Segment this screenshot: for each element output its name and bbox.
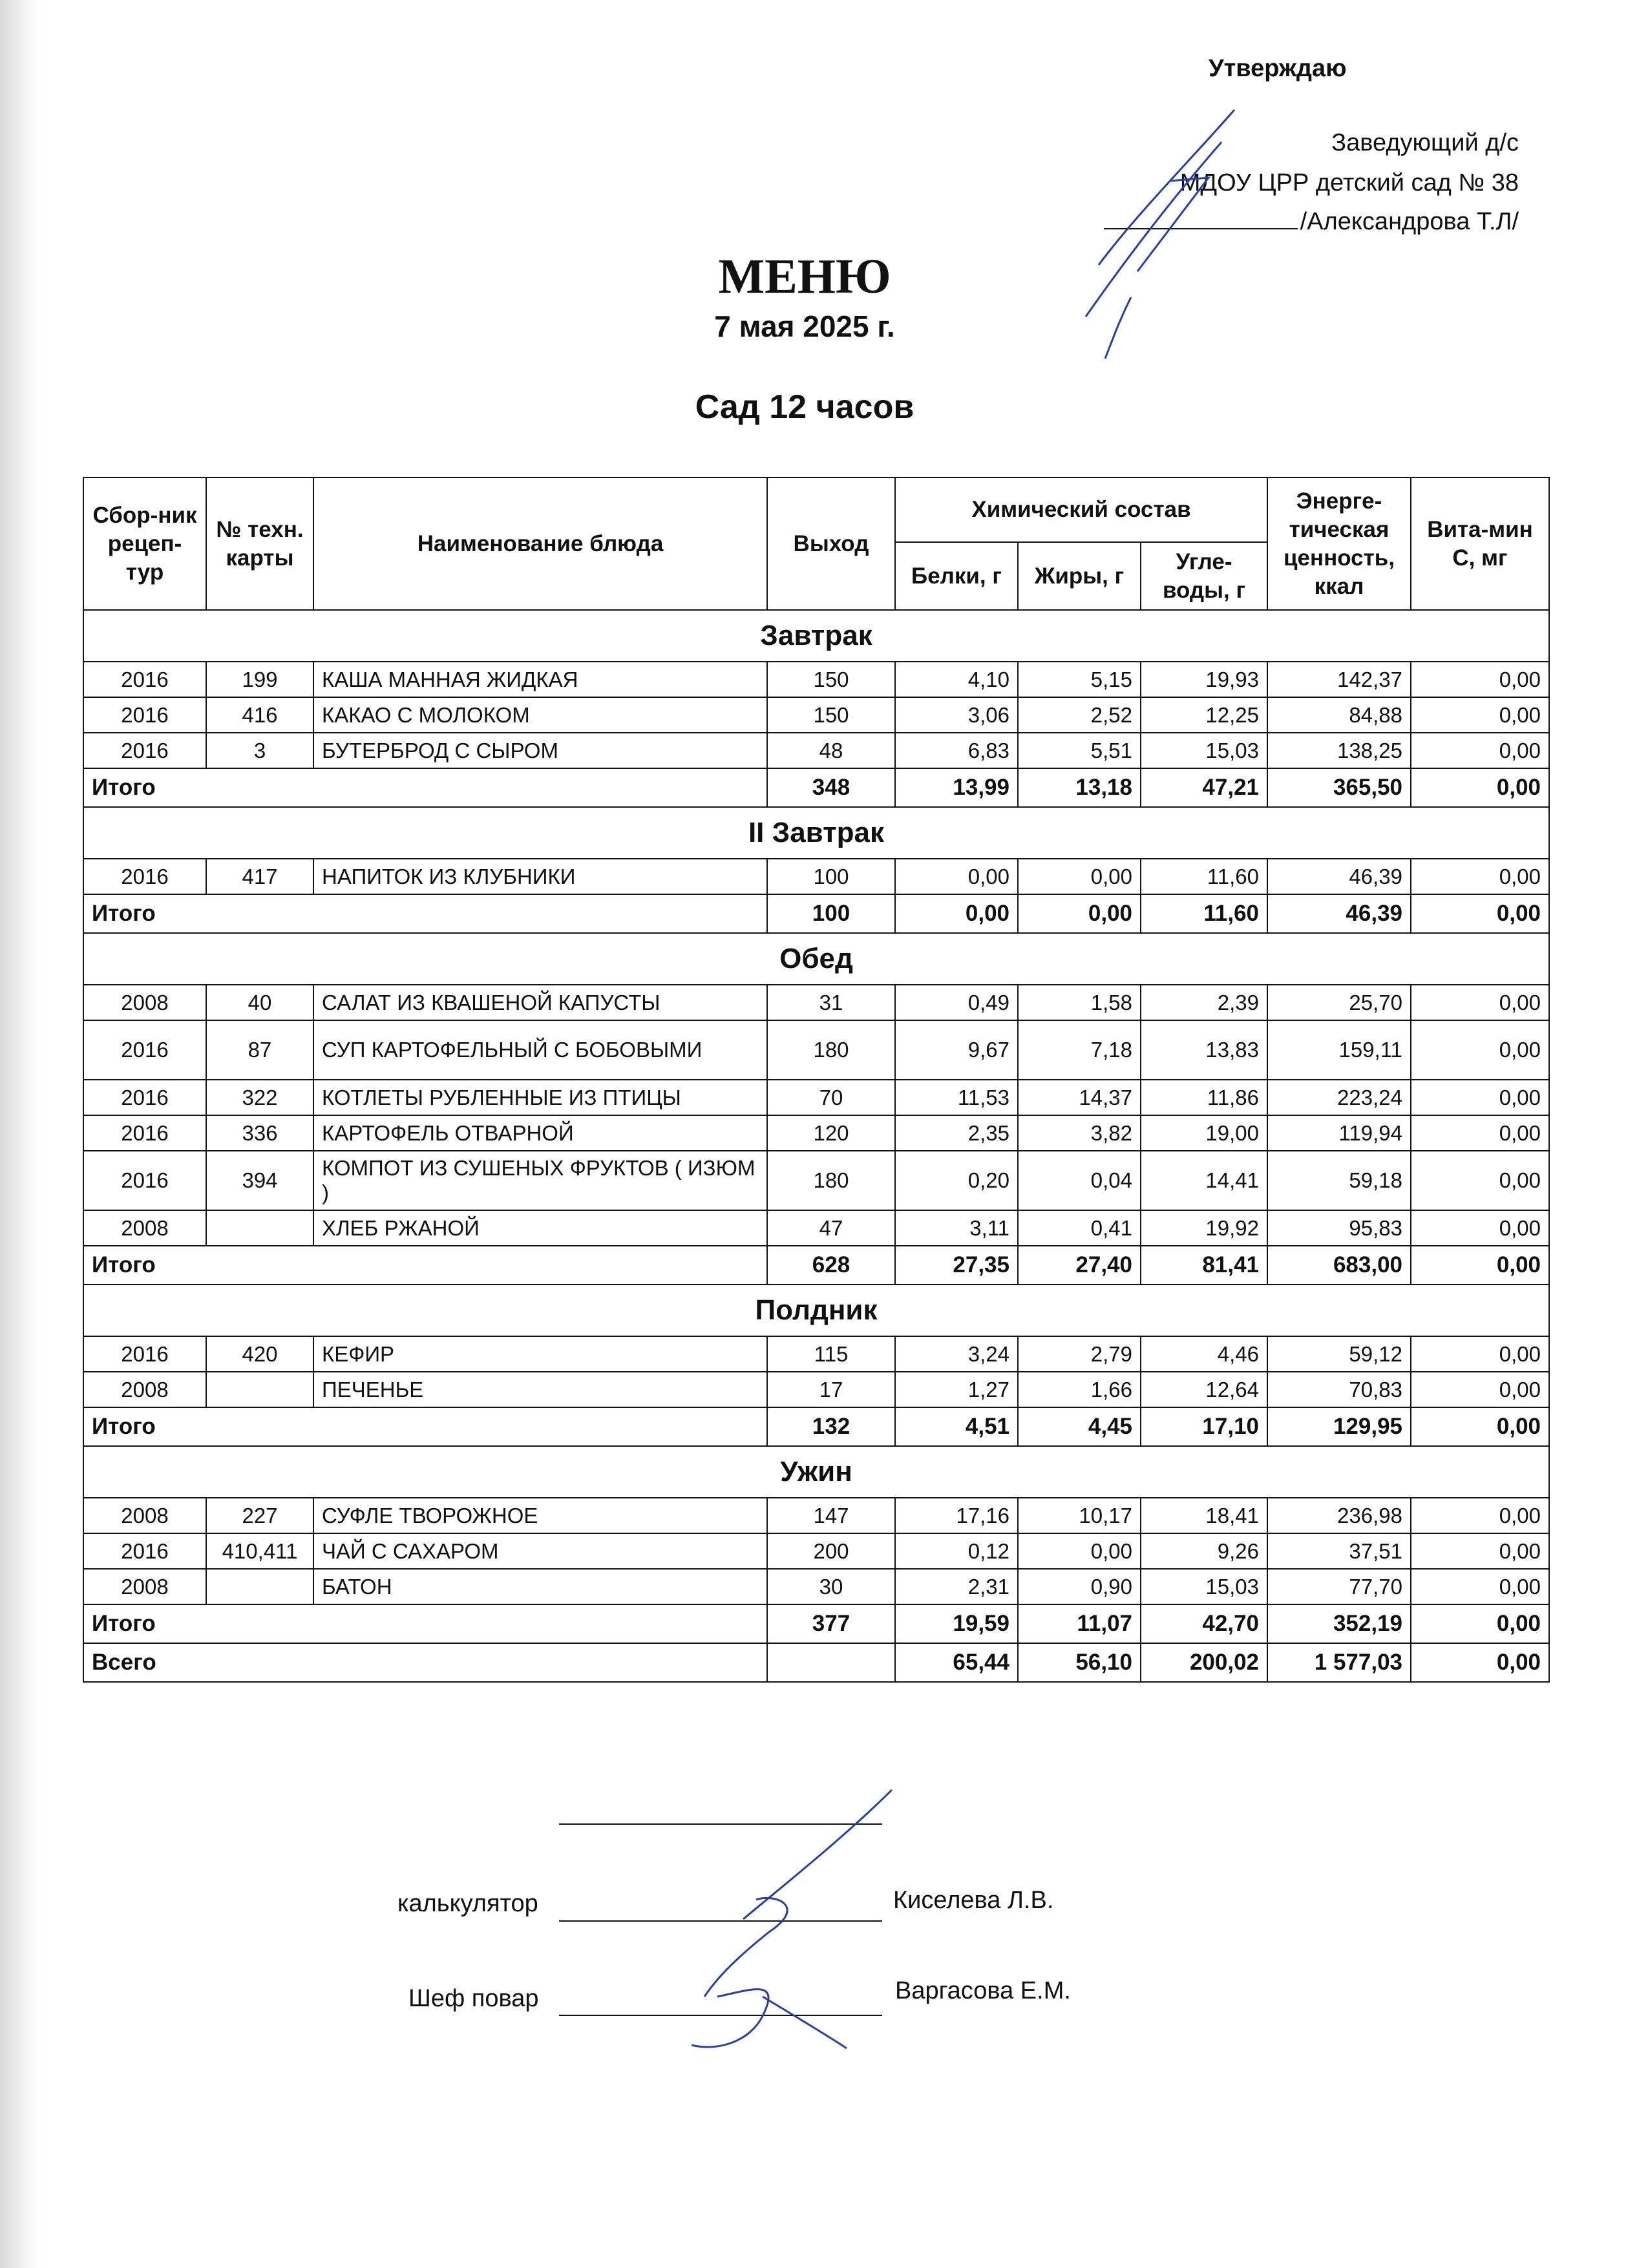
cell-energy: 95,83 bbox=[1267, 1210, 1411, 1246]
cell-dish: БУТЕРБРОД С СЫРОМ bbox=[313, 733, 767, 768]
cell-energy: 223,24 bbox=[1267, 1080, 1411, 1115]
cell-energy: 70,83 bbox=[1267, 1372, 1411, 1407]
cell-dish: КОТЛЕТЫ РУБЛЕННЫЕ ИЗ ПТИЦЫ bbox=[313, 1080, 767, 1115]
cell-protein: 3,06 bbox=[895, 697, 1018, 733]
cell-energy: 77,70 bbox=[1267, 1569, 1411, 1604]
dish-row bbox=[83, 1498, 1549, 1533]
approval-signatory: /Александрова Т.Л/ bbox=[1300, 208, 1519, 235]
total-row bbox=[83, 894, 1549, 933]
cell-yield: 180 bbox=[767, 1020, 895, 1080]
header-dish: Наименование блюда bbox=[313, 478, 767, 610]
total-row bbox=[83, 768, 1549, 807]
cell-protein: 0,49 bbox=[895, 985, 1018, 1020]
cell-energy: 25,70 bbox=[1267, 985, 1411, 1020]
total-fat: 0,00 bbox=[1018, 894, 1141, 933]
total-fat: 13,18 bbox=[1018, 768, 1141, 807]
cell-collection: 2008 bbox=[83, 1210, 206, 1246]
cell-protein: 1,27 bbox=[895, 1372, 1018, 1407]
cell-carbs: 12,64 bbox=[1141, 1372, 1267, 1407]
cell-protein: 0,12 bbox=[895, 1533, 1018, 1569]
cell-card: 336 bbox=[206, 1115, 313, 1151]
total-carbs: 47,21 bbox=[1141, 768, 1267, 807]
total-yield: 348 bbox=[767, 768, 895, 807]
cell-card bbox=[206, 1569, 313, 1604]
cell-vitamin: 0,00 bbox=[1411, 1210, 1549, 1246]
cell-protein: 3,11 bbox=[895, 1210, 1018, 1246]
total-row bbox=[83, 1246, 1549, 1285]
cell-fat: 5,51 bbox=[1018, 733, 1141, 768]
total-label: Итого bbox=[83, 1407, 767, 1446]
cell-fat: 5,15 bbox=[1018, 662, 1141, 697]
cell-collection: 2016 bbox=[83, 1151, 206, 1210]
approval-organization: МДОУ ЦРР детский сад № 38 bbox=[1179, 169, 1519, 196]
cell-dish: СУФЛЕ ТВОРОЖНОЕ bbox=[313, 1498, 767, 1533]
total-protein: 13,99 bbox=[895, 768, 1018, 807]
cell-carbs: 15,03 bbox=[1141, 733, 1267, 768]
cell-yield: 180 bbox=[767, 1151, 895, 1210]
dish-row bbox=[83, 1210, 1549, 1246]
header-protein: Белки, г bbox=[895, 542, 1018, 610]
grand-total-row bbox=[83, 1643, 1549, 1682]
cell-yield: 100 bbox=[767, 859, 895, 894]
cell-fat: 0,00 bbox=[1018, 859, 1141, 894]
total-energy: 129,95 bbox=[1267, 1407, 1411, 1446]
menu-table bbox=[83, 477, 1550, 1683]
cell-dish: САЛАТ ИЗ КВАШЕНОЙ КАПУСТЫ bbox=[313, 985, 767, 1020]
dish-row bbox=[83, 985, 1549, 1020]
cell-card: 40 bbox=[206, 985, 313, 1020]
cell-dish: КАША МАННАЯ ЖИДКАЯ bbox=[313, 662, 767, 697]
total-protein: 27,35 bbox=[895, 1246, 1018, 1285]
menu-title: МЕНЮ bbox=[718, 249, 891, 304]
approval-position: Заведующий д/с bbox=[1331, 129, 1519, 156]
cell-protein: 4,10 bbox=[895, 662, 1018, 697]
cell-dish: БАТОН bbox=[313, 1569, 767, 1604]
grand-total-carbs: 200,02 bbox=[1141, 1643, 1267, 1682]
cell-yield: 31 bbox=[767, 985, 895, 1020]
dish-row bbox=[83, 1372, 1549, 1407]
cell-dish: ХЛЕБ РЖАНОЙ bbox=[313, 1210, 767, 1246]
cell-dish: КАРТОФЕЛЬ ОТВАРНОЙ bbox=[313, 1115, 767, 1151]
total-yield: 628 bbox=[767, 1246, 895, 1285]
cell-collection: 2008 bbox=[83, 1498, 206, 1533]
cell-dish: НАПИТОК ИЗ КЛУБНИКИ bbox=[313, 859, 767, 894]
approval-title: Утверждаю bbox=[1209, 55, 1347, 82]
cell-energy: 138,25 bbox=[1267, 733, 1411, 768]
grand-total-fat: 56,10 bbox=[1018, 1643, 1141, 1682]
dish-row bbox=[83, 1533, 1549, 1569]
cell-vitamin: 0,00 bbox=[1411, 859, 1549, 894]
total-vitamin: 0,00 bbox=[1411, 1246, 1549, 1285]
cell-carbs: 19,00 bbox=[1141, 1115, 1267, 1151]
cell-dish: СУП КАРТОФЕЛЬНЫЙ С БОБОВЫМИ bbox=[313, 1020, 767, 1080]
cell-card: 322 bbox=[206, 1080, 313, 1115]
dish-row bbox=[83, 1336, 1549, 1372]
section-title: Завтрак bbox=[83, 610, 1549, 662]
header-chem: Химический состав bbox=[895, 478, 1267, 542]
grand-total-vitamin: 0,00 bbox=[1411, 1643, 1549, 1682]
total-carbs: 17,10 bbox=[1141, 1407, 1267, 1446]
cell-fat: 2,52 bbox=[1018, 697, 1141, 733]
cell-card: 3 bbox=[206, 733, 313, 768]
cell-energy: 119,94 bbox=[1267, 1115, 1411, 1151]
grand-total-label: Всего bbox=[83, 1643, 767, 1682]
cell-energy: 159,11 bbox=[1267, 1020, 1411, 1080]
cell-yield: 120 bbox=[767, 1115, 895, 1151]
cell-collection: 2016 bbox=[83, 1533, 206, 1569]
cell-dish: КОМПОТ ИЗ СУШЕНЫХ ФРУКТОВ ( ИЗЮМ ) bbox=[313, 1151, 767, 1210]
cell-energy: 59,12 bbox=[1267, 1336, 1411, 1372]
dish-row bbox=[83, 662, 1549, 697]
header-vitamin: Вита-мин С, мг bbox=[1411, 478, 1549, 610]
total-carbs: 11,60 bbox=[1141, 894, 1267, 933]
cell-yield: 30 bbox=[767, 1569, 895, 1604]
total-energy: 365,50 bbox=[1267, 768, 1411, 807]
cell-collection: 2016 bbox=[83, 1336, 206, 1372]
chef-name: Варгасова Е.М. bbox=[895, 1977, 1071, 2004]
menu-table-body bbox=[83, 610, 1549, 1682]
cell-carbs: 2,39 bbox=[1141, 985, 1267, 1020]
section-title: Полдник bbox=[83, 1285, 1549, 1336]
cell-card bbox=[206, 1210, 313, 1246]
section-row bbox=[83, 1285, 1549, 1336]
cell-fat: 0,04 bbox=[1018, 1151, 1141, 1210]
cell-yield: 70 bbox=[767, 1080, 895, 1115]
cell-collection: 2016 bbox=[83, 662, 206, 697]
total-vitamin: 0,00 bbox=[1411, 1407, 1549, 1446]
cell-vitamin: 0,00 bbox=[1411, 1372, 1549, 1407]
total-label: Итого bbox=[83, 894, 767, 933]
cell-protein: 17,16 bbox=[895, 1498, 1018, 1533]
total-fat: 4,45 bbox=[1018, 1407, 1141, 1446]
cell-yield: 147 bbox=[767, 1498, 895, 1533]
cell-carbs: 4,46 bbox=[1141, 1336, 1267, 1372]
cell-carbs: 11,86 bbox=[1141, 1080, 1267, 1115]
cell-collection: 2016 bbox=[83, 1115, 206, 1151]
cell-vitamin: 0,00 bbox=[1411, 1533, 1549, 1569]
cell-protein: 2,35 bbox=[895, 1115, 1018, 1151]
cell-protein: 0,00 bbox=[895, 859, 1018, 894]
cell-card: 420 bbox=[206, 1336, 313, 1372]
total-protein: 19,59 bbox=[895, 1604, 1018, 1643]
cell-collection: 2016 bbox=[83, 1080, 206, 1115]
cell-vitamin: 0,00 bbox=[1411, 1115, 1549, 1151]
total-carbs: 42,70 bbox=[1141, 1604, 1267, 1643]
total-yield: 100 bbox=[767, 894, 895, 933]
total-fat: 11,07 bbox=[1018, 1604, 1141, 1643]
cell-collection: 2008 bbox=[83, 985, 206, 1020]
cell-vitamin: 0,00 bbox=[1411, 1336, 1549, 1372]
header-yield: Выход bbox=[767, 478, 895, 610]
cell-card: 87 bbox=[206, 1020, 313, 1080]
cell-fat: 0,90 bbox=[1018, 1569, 1141, 1604]
total-energy: 352,19 bbox=[1267, 1604, 1411, 1643]
header-fat: Жиры, г bbox=[1018, 542, 1141, 610]
dish-row bbox=[83, 1020, 1549, 1080]
cell-dish: ЧАЙ С САХАРОМ bbox=[313, 1533, 767, 1569]
cell-collection: 2016 bbox=[83, 733, 206, 768]
cell-carbs: 14,41 bbox=[1141, 1151, 1267, 1210]
cell-vitamin: 0,00 bbox=[1411, 1498, 1549, 1533]
total-vitamin: 0,00 bbox=[1411, 894, 1549, 933]
section-title: Обед bbox=[83, 933, 1549, 985]
total-label: Итого bbox=[83, 768, 767, 807]
cell-vitamin: 0,00 bbox=[1411, 1151, 1549, 1210]
cell-collection: 2008 bbox=[83, 1569, 206, 1604]
cell-vitamin: 0,00 bbox=[1411, 1020, 1549, 1080]
cell-fat: 14,37 bbox=[1018, 1080, 1141, 1115]
cell-dish: ПЕЧЕНЬЕ bbox=[313, 1372, 767, 1407]
total-vitamin: 0,00 bbox=[1411, 1604, 1549, 1643]
cell-yield: 200 bbox=[767, 1533, 895, 1569]
cell-collection: 2016 bbox=[83, 859, 206, 894]
cell-energy: 59,18 bbox=[1267, 1151, 1411, 1210]
cell-carbs: 19,92 bbox=[1141, 1210, 1267, 1246]
cell-yield: 150 bbox=[767, 697, 895, 733]
header-carbs: Угле-воды, г bbox=[1141, 542, 1267, 610]
total-carbs: 81,41 bbox=[1141, 1246, 1267, 1285]
total-row bbox=[83, 1604, 1549, 1643]
cell-carbs: 9,26 bbox=[1141, 1533, 1267, 1569]
total-row bbox=[83, 1407, 1549, 1446]
cell-card: 416 bbox=[206, 697, 313, 733]
header-collection: Сбор-ник рецеп-тур bbox=[83, 478, 206, 610]
cell-carbs: 19,93 bbox=[1141, 662, 1267, 697]
total-energy: 46,39 bbox=[1267, 894, 1411, 933]
cell-vitamin: 0,00 bbox=[1411, 662, 1549, 697]
cell-protein: 0,20 bbox=[895, 1151, 1018, 1210]
menu-group: Сад 12 часов bbox=[695, 388, 914, 426]
calculator-signature-scribble bbox=[679, 1783, 898, 2055]
cell-protein: 11,53 bbox=[895, 1080, 1018, 1115]
dish-row bbox=[83, 859, 1549, 894]
dish-row bbox=[83, 1151, 1549, 1210]
cell-protein: 2,31 bbox=[895, 1569, 1018, 1604]
cell-protein: 6,83 bbox=[895, 733, 1018, 768]
cell-yield: 115 bbox=[767, 1336, 895, 1372]
cell-fat: 1,58 bbox=[1018, 985, 1141, 1020]
cell-vitamin: 0,00 bbox=[1411, 697, 1549, 733]
cell-energy: 84,88 bbox=[1267, 697, 1411, 733]
cell-collection: 2016 bbox=[83, 1020, 206, 1080]
section-title: Ужин bbox=[83, 1446, 1549, 1498]
cell-fat: 1,66 bbox=[1018, 1372, 1141, 1407]
header-card: № техн. карты bbox=[206, 478, 313, 610]
grand-total-yield bbox=[767, 1643, 895, 1682]
section-title: II Завтрак bbox=[83, 807, 1549, 859]
dish-row bbox=[83, 1080, 1549, 1115]
cell-protein: 3,24 bbox=[895, 1336, 1018, 1372]
cell-vitamin: 0,00 bbox=[1411, 985, 1549, 1020]
total-protein: 0,00 bbox=[895, 894, 1018, 933]
dish-row bbox=[83, 733, 1549, 768]
menu-date: 7 мая 2025 г. bbox=[714, 310, 895, 343]
cell-carbs: 12,25 bbox=[1141, 697, 1267, 733]
cell-protein: 9,67 bbox=[895, 1020, 1018, 1080]
cell-fat: 3,82 bbox=[1018, 1115, 1141, 1151]
cell-yield: 48 bbox=[767, 733, 895, 768]
dish-row bbox=[83, 1115, 1549, 1151]
grand-total-energy: 1 577,03 bbox=[1267, 1643, 1411, 1682]
cell-energy: 37,51 bbox=[1267, 1533, 1411, 1569]
cell-carbs: 15,03 bbox=[1141, 1569, 1267, 1604]
cell-fat: 2,79 bbox=[1018, 1336, 1141, 1372]
cell-card bbox=[206, 1372, 313, 1407]
cell-vitamin: 0,00 bbox=[1411, 733, 1549, 768]
cell-fat: 0,00 bbox=[1018, 1533, 1141, 1569]
cell-energy: 142,37 bbox=[1267, 662, 1411, 697]
cell-yield: 150 bbox=[767, 662, 895, 697]
total-vitamin: 0,00 bbox=[1411, 768, 1549, 807]
dish-row bbox=[83, 1569, 1549, 1604]
section-row bbox=[83, 933, 1549, 985]
total-label: Итого bbox=[83, 1604, 767, 1643]
chef-label: Шеф повар bbox=[408, 1985, 539, 2012]
cell-vitamin: 0,00 bbox=[1411, 1080, 1549, 1115]
cell-energy: 46,39 bbox=[1267, 859, 1411, 894]
cell-fat: 10,17 bbox=[1018, 1498, 1141, 1533]
total-energy: 683,00 bbox=[1267, 1246, 1411, 1285]
section-row bbox=[83, 1446, 1549, 1498]
cell-collection: 2008 bbox=[83, 1372, 206, 1407]
cell-yield: 17 bbox=[767, 1372, 895, 1407]
total-yield: 132 bbox=[767, 1407, 895, 1446]
cell-fat: 0,41 bbox=[1018, 1210, 1141, 1246]
cell-card: 417 bbox=[206, 859, 313, 894]
cell-carbs: 13,83 bbox=[1141, 1020, 1267, 1080]
calculator-label: калькулятор bbox=[397, 1890, 538, 1917]
section-row bbox=[83, 610, 1549, 662]
cell-vitamin: 0,00 bbox=[1411, 1569, 1549, 1604]
total-yield: 377 bbox=[767, 1604, 895, 1643]
total-label: Итого bbox=[83, 1246, 767, 1285]
cell-card: 199 bbox=[206, 662, 313, 697]
cell-collection: 2016 bbox=[83, 697, 206, 733]
total-fat: 27,40 bbox=[1018, 1246, 1141, 1285]
cell-yield: 47 bbox=[767, 1210, 895, 1246]
total-protein: 4,51 bbox=[895, 1407, 1018, 1446]
grand-total-protein: 65,44 bbox=[895, 1643, 1018, 1682]
dish-row bbox=[83, 697, 1549, 733]
cell-carbs: 18,41 bbox=[1141, 1498, 1267, 1533]
cell-dish: КЕФИР bbox=[313, 1336, 767, 1372]
calculator-name: Киселева Л.В. bbox=[893, 1887, 1054, 1914]
cell-card: 394 bbox=[206, 1151, 313, 1210]
cell-dish: КАКАО С МОЛОКОМ bbox=[313, 697, 767, 733]
section-row bbox=[83, 807, 1549, 859]
cell-card: 410,411 bbox=[206, 1533, 313, 1569]
cell-fat: 7,18 bbox=[1018, 1020, 1141, 1080]
header-energy: Энерге-тическая ценность, ккал bbox=[1267, 478, 1411, 610]
cell-carbs: 11,60 bbox=[1141, 859, 1267, 894]
cell-energy: 236,98 bbox=[1267, 1498, 1411, 1533]
cell-card: 227 bbox=[206, 1498, 313, 1533]
